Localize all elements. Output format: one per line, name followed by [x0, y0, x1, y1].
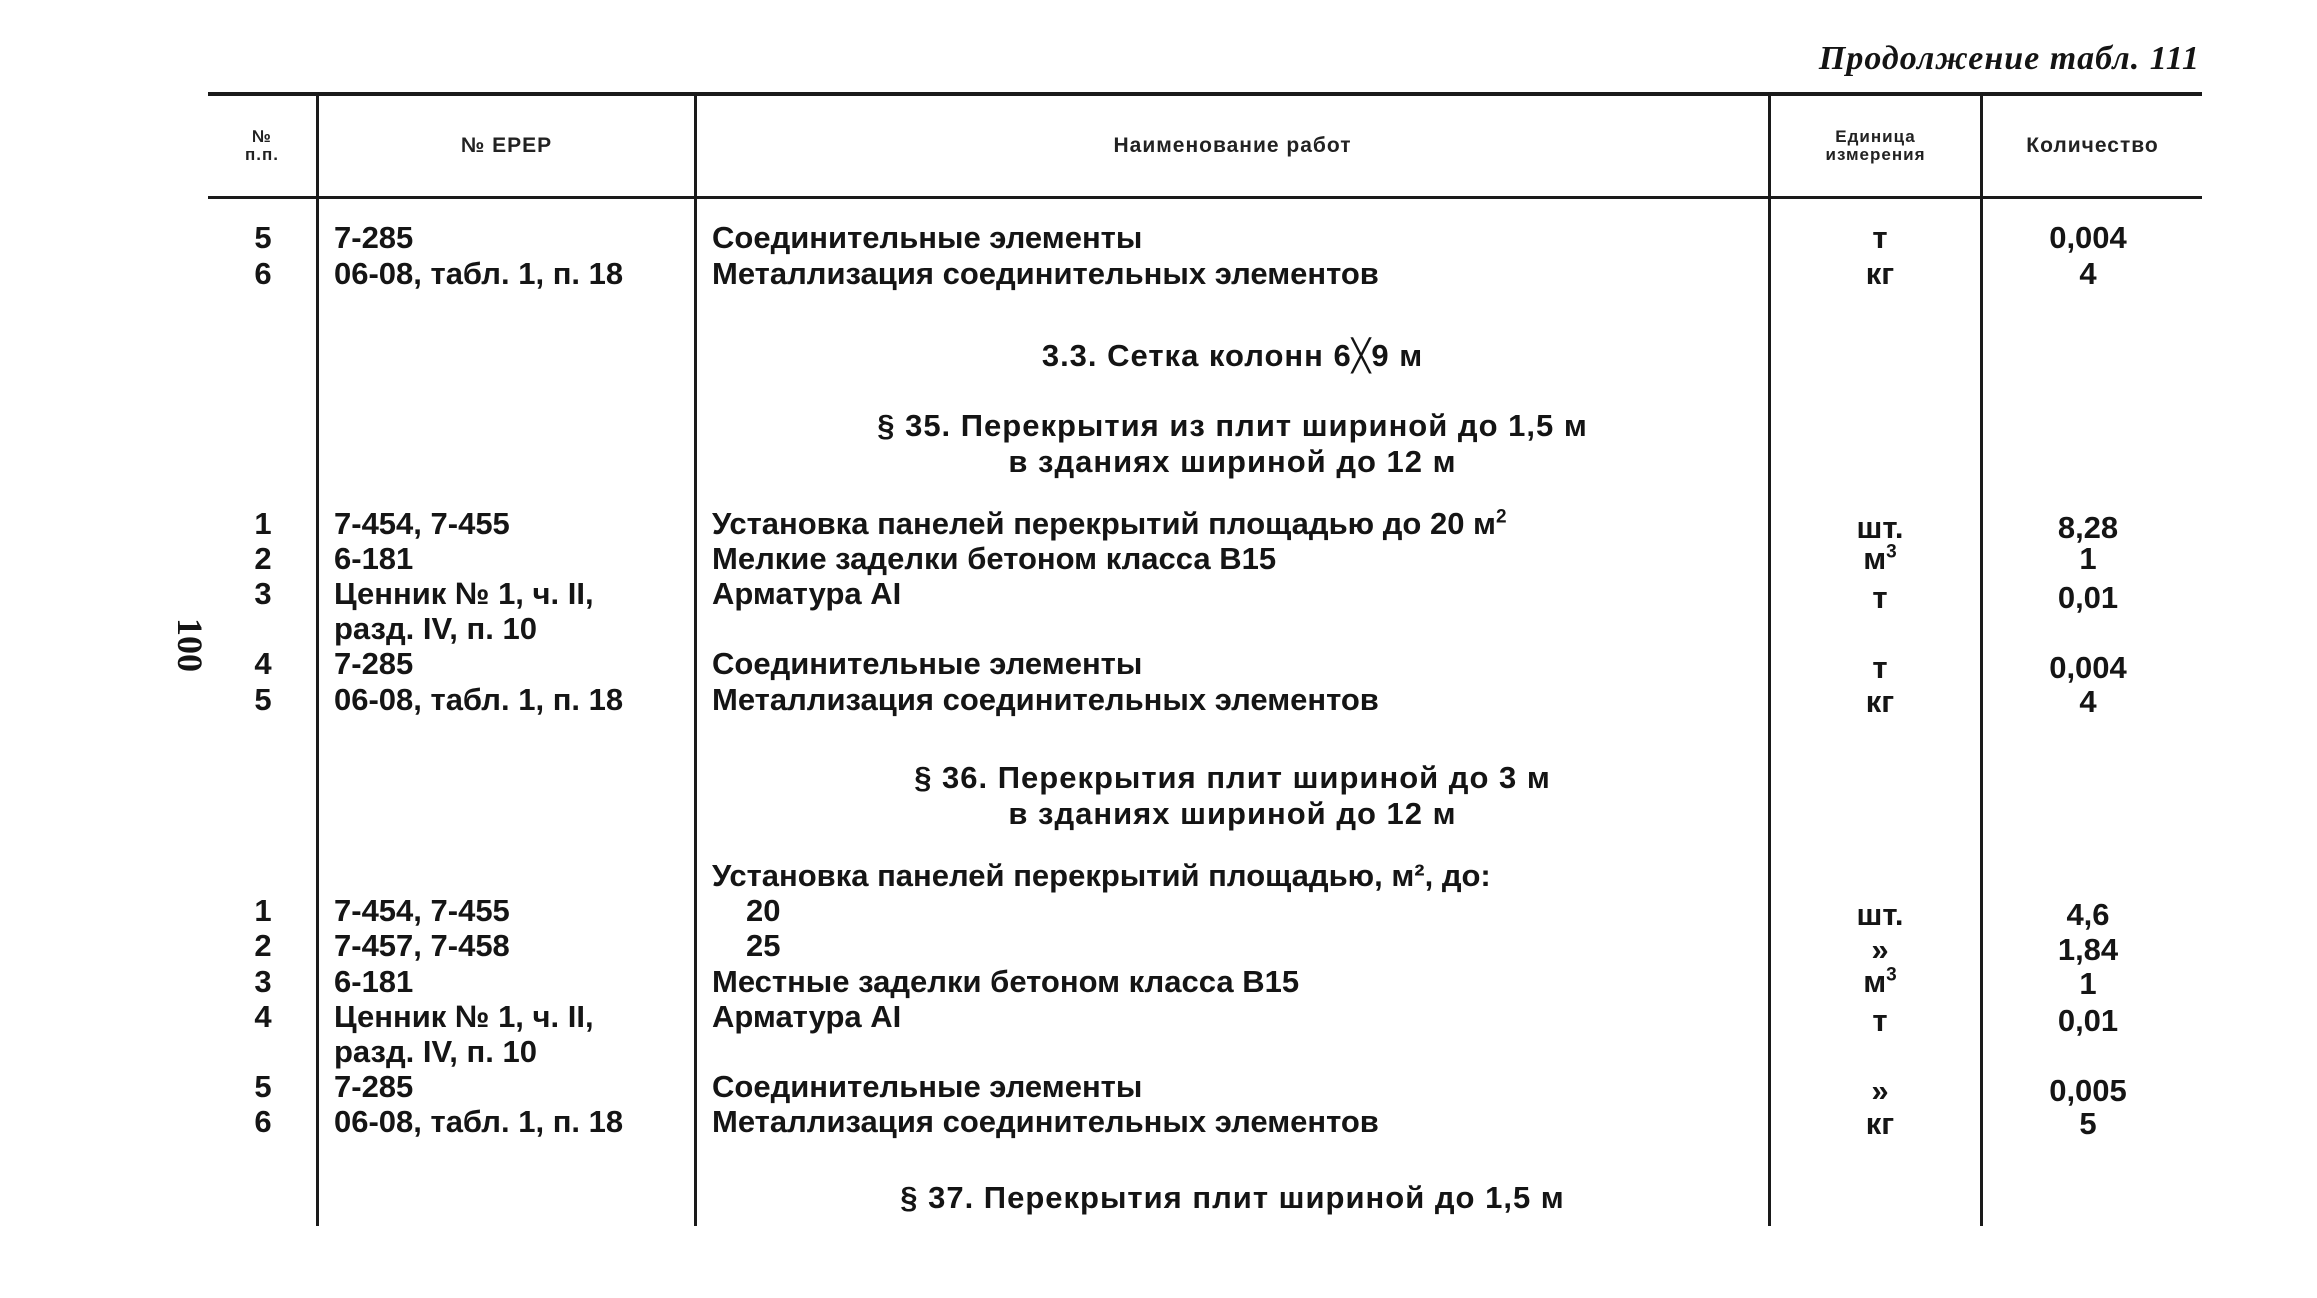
row-name: Установка панелей перекрытий площадью до 20 $м^2$ — [712, 506, 1507, 541]
row-name: Металлизация соединительных элементов — [712, 682, 1379, 717]
row-erer: 7-285 — [334, 220, 414, 255]
continuation-label: Продолжение табл. 111 — [1818, 40, 2200, 77]
section-heading-line2: в зданиях шириной до 12 м — [1008, 444, 1457, 479]
row-unit: » — [1871, 932, 1889, 967]
row-name: Местные заделки бетоном класса В15 — [712, 964, 1300, 999]
row-erer: 6-181 — [334, 541, 414, 576]
column-divider-3 — [1768, 94, 1771, 1226]
row-num: 6 — [254, 256, 272, 291]
table-top-rule — [208, 92, 2202, 96]
row-num: 1 — [254, 893, 272, 928]
row-erer: Ценник № 1, ч. II, — [334, 576, 594, 611]
row-qty: 0,005 — [2049, 1073, 2127, 1108]
row-erer: 7-457, 7-458 — [334, 928, 510, 963]
row-name: Металлизация соединительных элементов — [712, 256, 1379, 291]
row-num: 5 — [254, 682, 272, 717]
row-erer: 06-08, табл. 1, п. 18 — [334, 682, 624, 717]
row-num: 2 — [254, 541, 272, 576]
row-unit: т — [1872, 650, 1888, 685]
section-heading: § 36. Перекрытия плит шириной до 3 м — [914, 760, 1551, 795]
row-name: Арматура AI — [712, 576, 902, 611]
row-qty: 4 — [2079, 684, 2097, 719]
subsection-heading: 3.3. Сетка колонн 6╳9 м — [1041, 338, 1424, 373]
row-name: Мелкие заделки бетоном класса В15 — [712, 541, 1277, 576]
header-erer: № ЕРЕР — [460, 133, 553, 157]
row-name: Соединительные элементы — [712, 646, 1143, 681]
row-unit: кг — [1865, 256, 1895, 291]
row-unit: шт. — [1856, 897, 1904, 932]
row-unit: т — [1872, 580, 1888, 615]
header-unit: Единица измерения — [1825, 127, 1926, 164]
row-name: Арматура AI — [712, 999, 902, 1034]
section-heading: § 35. Перекрытия из плит шириной до 1,5 м — [877, 408, 1588, 443]
row-name: 20 — [746, 893, 781, 928]
row-qty: 4 — [2079, 256, 2097, 291]
row-erer: 7-454, 7-455 — [334, 506, 510, 541]
row-qty: 1 — [2079, 966, 2097, 1001]
row-name: Соединительные элементы — [712, 220, 1143, 255]
column-divider-2 — [694, 94, 697, 1226]
row-qty: 0,01 — [2057, 1003, 2119, 1038]
row-qty: 1,84 — [2057, 932, 2119, 967]
section-heading-line2: в зданиях шириной до 12 м — [1008, 796, 1457, 831]
row-erer-cont: разд. IV, п. 10 — [334, 1034, 537, 1069]
row-erer: 6-181 — [334, 964, 414, 999]
row-unit: т — [1872, 220, 1888, 255]
row-unit: кг — [1865, 684, 1895, 719]
row-qty: 0,01 — [2057, 580, 2119, 615]
row-num: 4 — [254, 999, 272, 1034]
column-divider-1 — [316, 94, 319, 1226]
row-num: 3 — [254, 964, 272, 999]
row-num: 6 — [254, 1104, 272, 1139]
row-erer: 7-454, 7-455 — [334, 893, 510, 928]
header-name: Наименование работ — [1113, 133, 1352, 157]
row-qty: 5 — [2079, 1106, 2097, 1141]
row-num: 5 — [254, 220, 272, 255]
row-qty: 4,6 — [2066, 897, 2110, 932]
row-name: Соединительные элементы — [712, 1069, 1143, 1104]
row-qty: 0,004 — [2049, 220, 2127, 255]
row-erer: 7-285 — [334, 646, 414, 681]
header-qty: Количество — [2026, 133, 2159, 157]
row-erer: Ценник № 1, ч. II, — [334, 999, 594, 1034]
page-number: 100 — [170, 618, 210, 672]
column-divider-4 — [1980, 94, 1983, 1226]
row-num: 3 — [254, 576, 272, 611]
row-num: 4 — [254, 646, 272, 681]
row-name: 25 — [746, 928, 781, 963]
row-erer: 7-285 — [334, 1069, 414, 1104]
row-erer-cont: разд. IV, п. 10 — [334, 611, 537, 646]
group-intro: Установка панелей перекрытий площадью, м², до: — [712, 858, 1491, 893]
row-num: 5 — [254, 1069, 272, 1104]
row-erer: 06-08, табл. 1, п. 18 — [334, 256, 624, 291]
row-num: 1 — [254, 506, 272, 541]
section-heading: § 37. Перекрытия плит шириной до 1,5 м — [900, 1180, 1565, 1215]
row-qty: 8,28 — [2057, 510, 2119, 545]
row-unit: $м^3$ — [1863, 964, 1897, 999]
row-erer: 06-08, табл. 1, п. 18 — [334, 1104, 624, 1139]
row-unit: кг — [1865, 1106, 1895, 1141]
row-name: Металлизация соединительных элементов — [712, 1104, 1379, 1139]
row-qty: 1 — [2079, 541, 2097, 576]
row-qty: 0,004 — [2049, 650, 2127, 685]
row-unit: $м^3$ — [1863, 541, 1897, 576]
row-unit: » — [1871, 1073, 1889, 1108]
row-num: 2 — [254, 928, 272, 963]
header-num: № п.п. — [245, 127, 279, 164]
row-unit: шт. — [1856, 510, 1904, 545]
row-unit: т — [1872, 1003, 1888, 1038]
header-bottom-rule — [208, 196, 2202, 199]
